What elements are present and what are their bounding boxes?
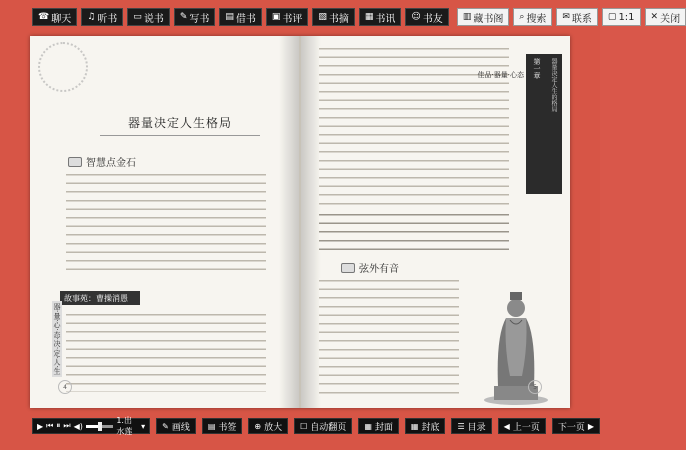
chevron-down-icon[interactable]: ▾ xyxy=(141,421,146,431)
news-button[interactable]: ▦ 书讯 xyxy=(359,8,402,26)
friends-icon: ☺ xyxy=(411,12,421,22)
story-text-block xyxy=(66,312,266,392)
back-cover-button[interactable]: ▦ 封底 xyxy=(405,418,446,434)
chat-icon: ☎ xyxy=(38,12,50,22)
volume-icon[interactable]: ◀) xyxy=(73,421,83,431)
body-text-block xyxy=(66,172,266,272)
bottom-toolbar xyxy=(0,414,600,438)
prev-track-icon[interactable]: ⏮ xyxy=(46,421,54,430)
tell-button[interactable]: ▭ 说书 xyxy=(127,8,170,26)
flower-ornament-icon xyxy=(38,42,88,92)
contact-button[interactable]: ✉ 联系 xyxy=(556,8,598,26)
bookmark-button[interactable]: ▤ 书签 xyxy=(202,418,243,434)
auto-flip-button[interactable]: ☐ 自动翻页 xyxy=(294,418,352,434)
section-mark-icon xyxy=(341,263,355,273)
excerpt-icon: ▧ xyxy=(318,12,327,22)
write-button[interactable]: ✎ 写书 xyxy=(174,8,216,26)
zoom-reset-button[interactable]: ▢ 1:1 xyxy=(602,8,641,26)
next-page-button[interactable]: 下一页 ▶ xyxy=(552,418,600,434)
side-vertical-label: 器·量·心·态·决·定·人·生 xyxy=(53,303,61,375)
next-icon: ▶ xyxy=(587,421,594,431)
page-number: 5 xyxy=(528,380,542,394)
library-icon: ▥ xyxy=(462,12,472,22)
section-mark-icon xyxy=(68,157,82,167)
book-spread xyxy=(30,36,570,408)
right-page[interactable] xyxy=(300,36,570,408)
zoom-icon: ▢ xyxy=(607,12,617,22)
close-button[interactable]: ✕ 关闭 xyxy=(645,8,686,26)
badge-subtitle: 佳品·器量·心态 xyxy=(477,71,524,79)
zoom-in-button[interactable]: ⊕ 放大 xyxy=(248,418,288,434)
headphone-icon: ♫ xyxy=(87,12,96,22)
speech-icon: ▭ xyxy=(133,12,142,22)
search-icon: ⌕ xyxy=(519,12,525,22)
contact-icon: ✉ xyxy=(562,12,570,22)
search-button[interactable]: ⌕ 搜索 xyxy=(513,8,552,26)
close-icon: ✕ xyxy=(650,12,659,22)
magnify-icon: ⊕ xyxy=(254,421,262,431)
chapter-title: 器量决定人生格局 xyxy=(100,114,260,136)
story-text-block xyxy=(319,278,459,396)
news-icon: ▦ xyxy=(364,12,374,22)
music-player xyxy=(32,418,150,434)
list-icon: ☰ xyxy=(457,421,465,431)
library-button[interactable]: ▥ 藏书阁 xyxy=(457,8,510,26)
prev-page-button[interactable]: ◀ 上一页 xyxy=(498,418,546,434)
cover-button[interactable]: ▦ 封面 xyxy=(358,418,399,434)
review-button[interactable]: ▣ 书评 xyxy=(266,8,309,26)
quote-text-block xyxy=(319,212,509,252)
prev-icon: ◀ xyxy=(503,421,510,431)
cover-icon: ▦ xyxy=(364,421,372,431)
book-icon: ▤ xyxy=(225,12,234,22)
comment-icon: ▣ xyxy=(271,12,281,22)
play-icon[interactable]: ▶ xyxy=(37,421,44,431)
draw-line-button[interactable]: ✎ 画线 xyxy=(156,418,196,434)
listen-button[interactable]: ♫ 听书 xyxy=(81,8,123,26)
chat-button[interactable]: ☎ 聊天 xyxy=(32,8,77,26)
confucius-statue-icon xyxy=(476,276,556,406)
page-number: 4 xyxy=(58,380,72,394)
left-page[interactable] xyxy=(30,36,300,408)
gutter-shadow xyxy=(279,36,299,408)
back-cover-icon: ▦ xyxy=(410,421,419,431)
checkbox-icon: ☐ xyxy=(300,421,308,431)
next-track-icon[interactable]: ⏭ xyxy=(63,421,71,430)
friends-button[interactable]: ☺ 书友 xyxy=(405,8,448,26)
contents-button[interactable]: ☰ 目录 xyxy=(451,418,491,434)
gutter-shadow xyxy=(301,36,321,408)
section-heading: 弦外有音 xyxy=(341,260,399,275)
pencil-icon: ✎ xyxy=(162,421,169,431)
volume-knob[interactable] xyxy=(98,422,102,431)
borrow-button[interactable]: ▤ 借书 xyxy=(219,8,262,26)
volume-slider[interactable] xyxy=(86,425,114,428)
pause-icon[interactable]: ⏸ xyxy=(56,421,61,430)
chapter-badge: 第一章 器量决定人生的格局 xyxy=(526,54,562,194)
story-banner: 故事苑：曹操消愚 xyxy=(60,291,140,305)
excerpt-button[interactable]: ▧ 书摘 xyxy=(312,8,355,26)
track-name: 1.出水莲 xyxy=(116,416,133,436)
pen-icon: ✎ xyxy=(179,12,188,22)
bookmark-icon: ▤ xyxy=(207,421,216,431)
section-heading: 智慧点金石 xyxy=(68,154,136,169)
top-toolbar xyxy=(0,0,681,34)
